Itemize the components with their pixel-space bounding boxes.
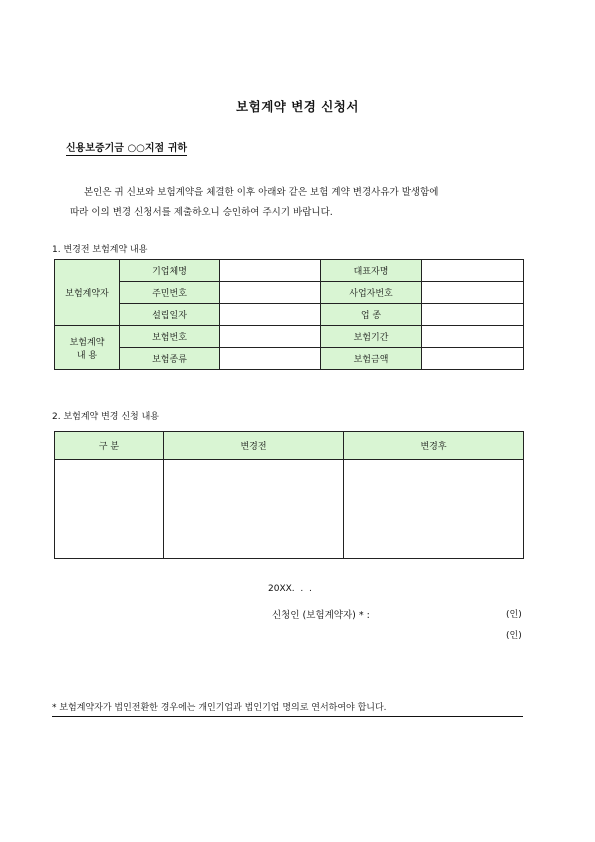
group-label-contractor: 보험계약자: [55, 260, 120, 326]
change-request-table: [54, 431, 524, 559]
label-resident-number: 주민번호: [120, 282, 220, 304]
field-insurance-type[interactable]: [220, 348, 321, 370]
field-company-name[interactable]: [220, 260, 321, 282]
label-company-name: 기업체명: [120, 260, 220, 282]
label-insurance-type: 보험종류: [120, 348, 220, 370]
field-category[interactable]: [55, 460, 164, 559]
field-after-change[interactable]: [344, 460, 524, 559]
label-representative: 대표자명: [321, 260, 422, 282]
label-insurance-number: 보험번호: [120, 326, 220, 348]
recipient-line: 신용보증기금 ○○지점 귀하: [66, 139, 187, 156]
section-1-heading: 1. 변경전 보험계약 내용: [52, 245, 148, 255]
seal-mark-2: (인): [506, 631, 522, 641]
column-header-after: 변경후: [344, 432, 524, 460]
field-business-number[interactable]: [422, 282, 524, 304]
label-establishment-date: 설립일자: [120, 304, 220, 326]
label-industry: 업 종: [321, 304, 422, 326]
field-insurance-amount[interactable]: [422, 348, 524, 370]
intro-paragraph-line-2: 따라 이의 변경 신청서를 제출하오니 승인하여 주시기 바랍니다.: [70, 207, 333, 218]
field-establishment-date[interactable]: [220, 304, 321, 326]
column-header-category: 구 분: [55, 432, 164, 460]
group-label-contract: [55, 326, 120, 370]
label-insurance-amount: 보험금액: [321, 348, 422, 370]
field-before-change[interactable]: [164, 460, 344, 559]
applicant-label: 신청인 (보험계약자) * :: [272, 610, 370, 621]
prior-contract-table: [54, 259, 524, 370]
intro-paragraph-line-1: 본인은 귀 신보와 보험계약을 체결한 이후 아래와 같은 보험 계약 변경사유가 발생함에: [84, 187, 439, 198]
section-2-heading: 2. 보험계약 변경 신청 내용: [52, 412, 159, 422]
document-title: 보험계약 변경 신청서: [236, 99, 359, 114]
field-industry[interactable]: [422, 304, 524, 326]
label-insurance-period: 보험기간: [321, 326, 422, 348]
seal-mark-1: (인): [506, 610, 522, 620]
group-label-contract-line-1: 보험계약: [69, 337, 105, 348]
field-insurance-period[interactable]: [422, 326, 524, 348]
field-representative[interactable]: [422, 260, 524, 282]
field-insurance-number[interactable]: [220, 326, 321, 348]
application-date: 20XX. . .: [268, 584, 312, 594]
group-label-contract-line-2: 내 용: [76, 350, 98, 361]
column-header-before: 변경전: [164, 432, 344, 460]
field-resident-number[interactable]: [220, 282, 321, 304]
label-business-number: 사업자번호: [321, 282, 422, 304]
footnote: * 보험계약자가 법인전환한 경우에는 개인기업과 법인기업 명의로 연서하여야 합니다.: [52, 700, 523, 717]
